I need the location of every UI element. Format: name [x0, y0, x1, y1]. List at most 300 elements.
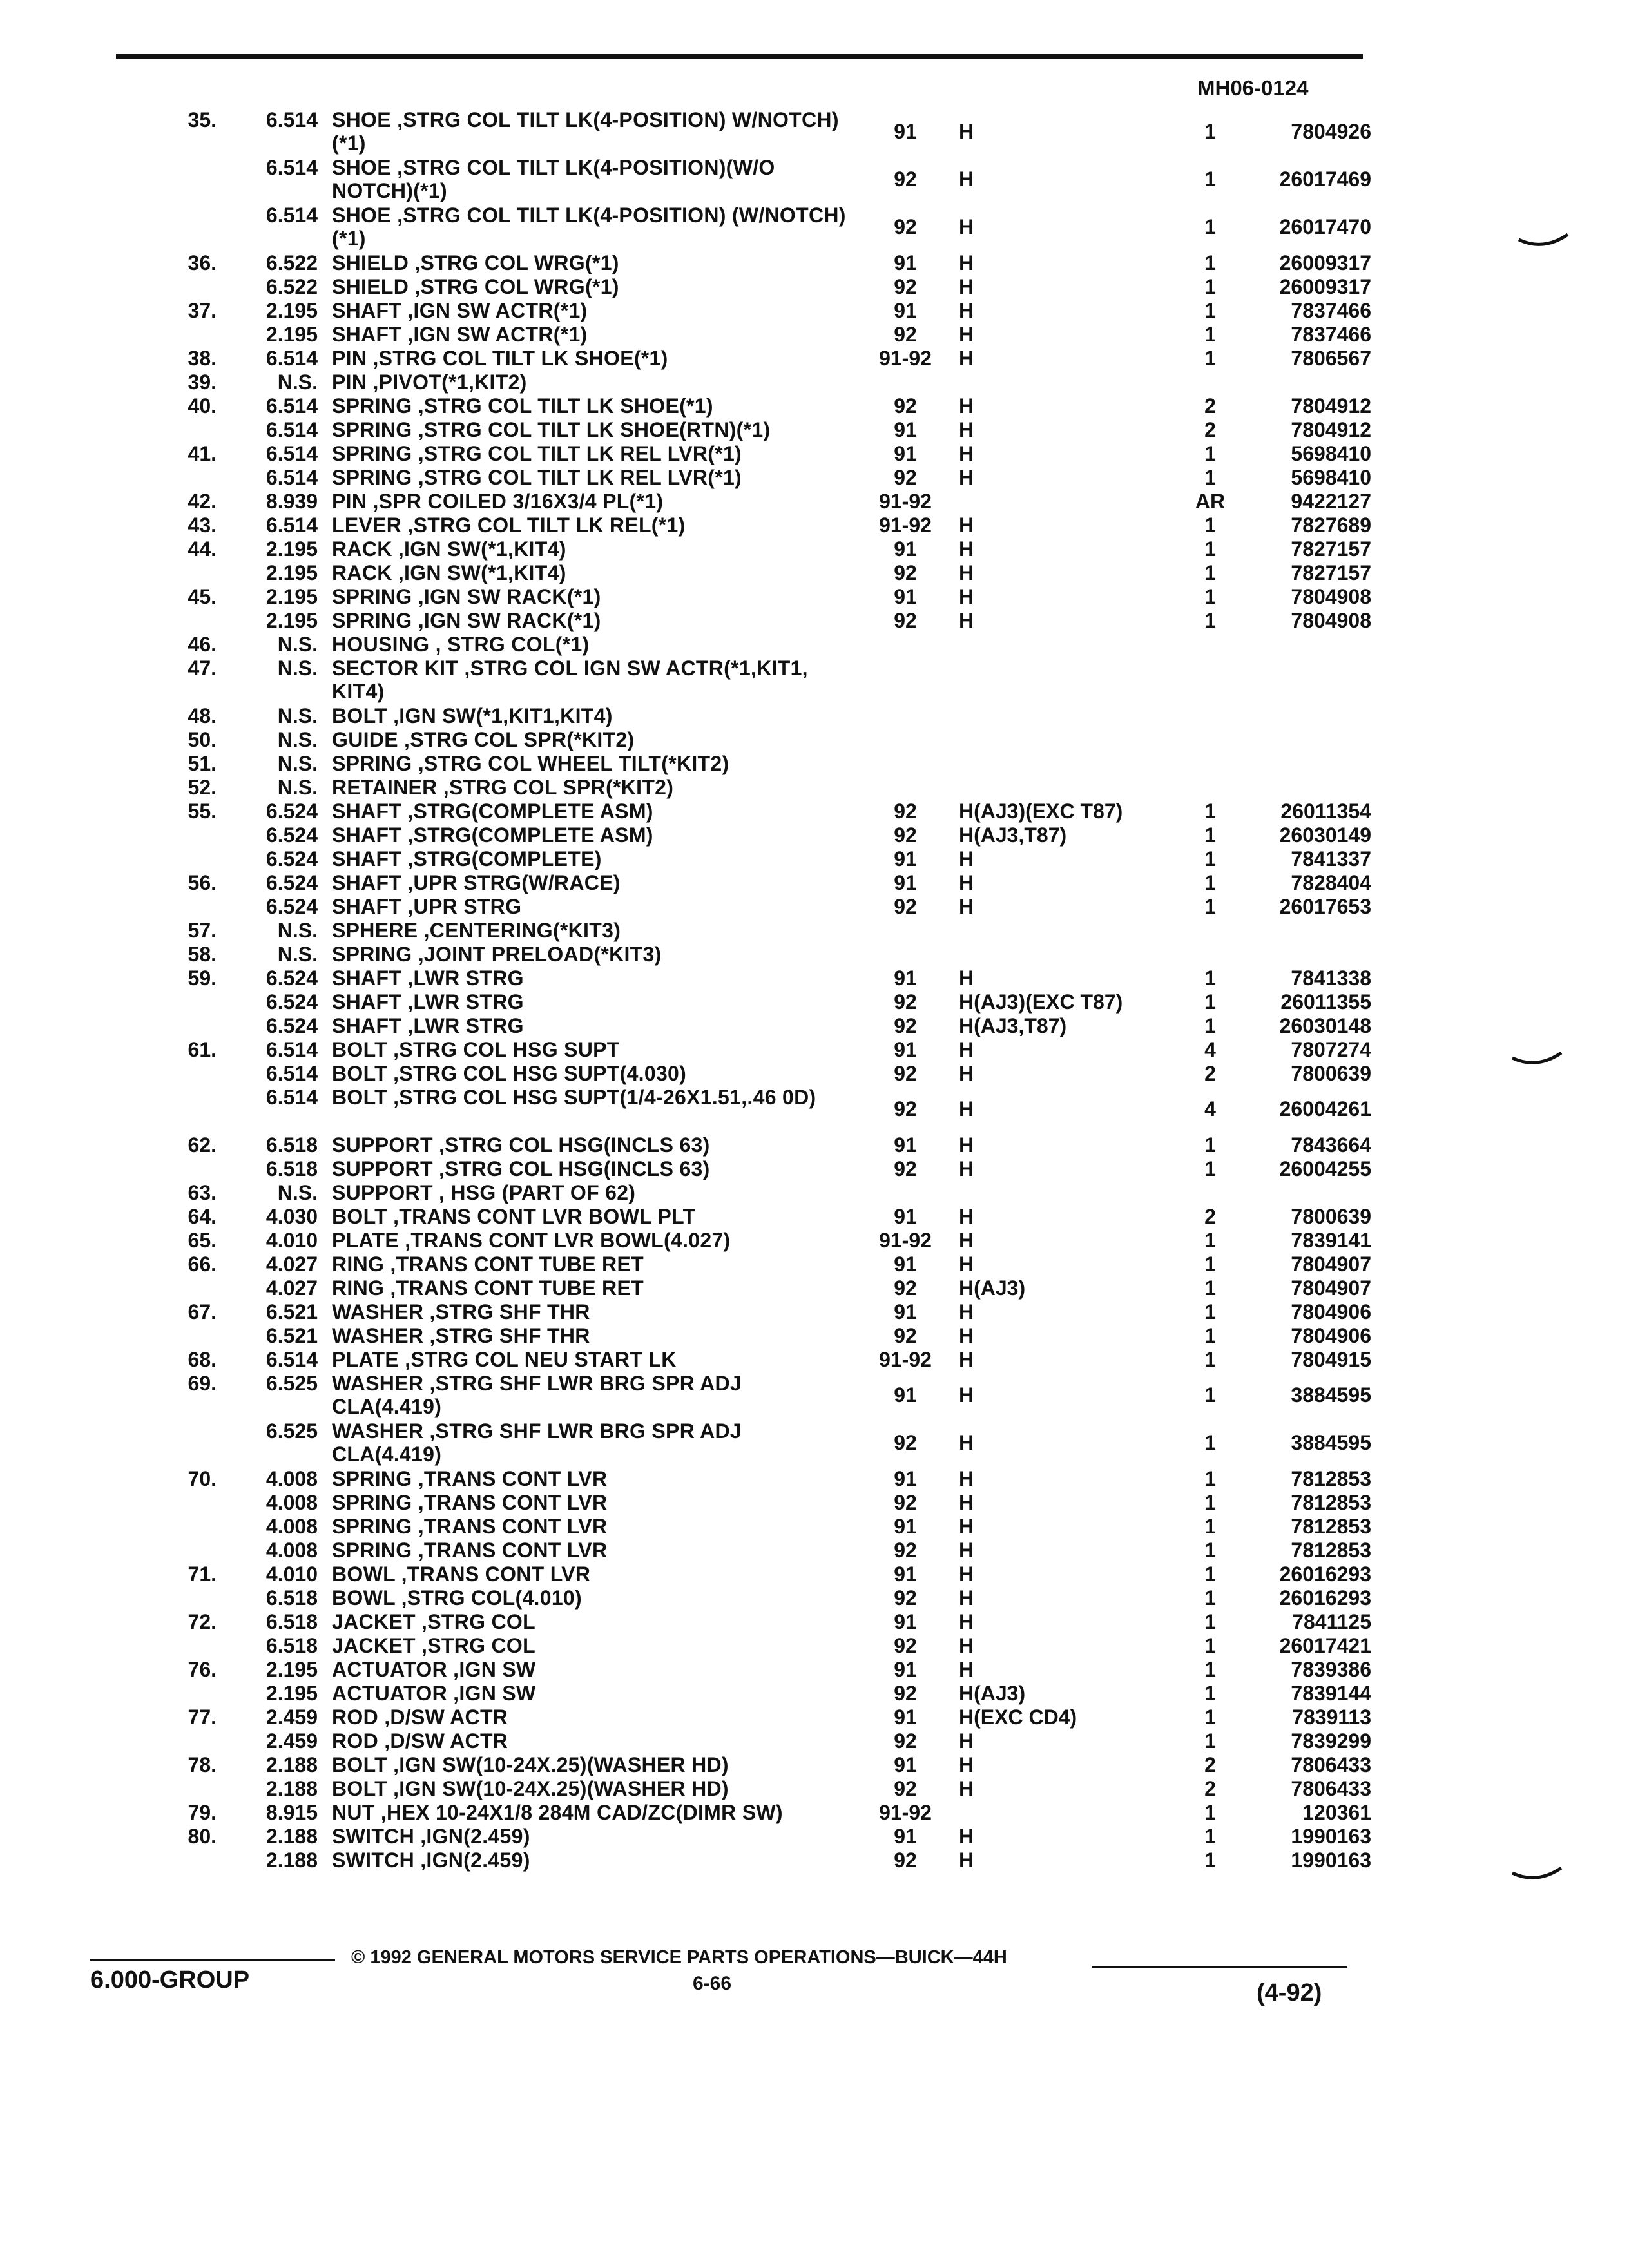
- part-name: ACTUATOR: [332, 1658, 447, 1681]
- part-number: 5698410: [1291, 442, 1371, 465]
- table-row: [0, 251, 1629, 275]
- part-qualifier: ,CENTERING(*KIT3): [418, 919, 621, 942]
- table-row: [0, 847, 1629, 871]
- model-year: 92: [894, 275, 917, 298]
- table-row: [0, 204, 1629, 251]
- top-rule: [116, 54, 1363, 59]
- group-number: N.S.: [277, 370, 318, 394]
- ref-number: 76.: [188, 1658, 217, 1681]
- table-row: [0, 1038, 1629, 1062]
- ref-number: 71.: [188, 1562, 217, 1586]
- part-name: BOLT: [332, 1062, 387, 1085]
- model-year: 91-92: [879, 490, 932, 513]
- model-year: 91: [894, 1467, 917, 1490]
- part-qualifier: ,IGN(2.459): [414, 1825, 530, 1848]
- model-year: 91: [894, 442, 917, 465]
- model-year: 91: [894, 1038, 917, 1061]
- table-row: [0, 1300, 1629, 1324]
- model-year: 91: [894, 1133, 917, 1157]
- group-number: 6.518: [265, 1610, 318, 1633]
- model-year: 91-92: [879, 1348, 932, 1371]
- part-name: JACKET: [332, 1610, 416, 1633]
- ref-number: 37.: [188, 299, 217, 322]
- group-number: 6.514: [265, 394, 318, 418]
- model-code: H: [959, 251, 974, 274]
- part-number: 7800639: [1291, 1062, 1371, 1085]
- model-year: 92: [894, 1431, 917, 1454]
- group-number: 6.524: [265, 800, 318, 823]
- ref-number: 42.: [188, 490, 217, 513]
- group-number: N.S.: [277, 704, 318, 727]
- part-number: 7841125: [1292, 1610, 1371, 1633]
- part-description: [332, 1491, 847, 1514]
- part-name: RING: [332, 1276, 385, 1300]
- group-number: 6.514: [265, 466, 318, 489]
- part-description: [332, 871, 847, 894]
- model-year: 92: [894, 990, 917, 1014]
- table-row: [0, 895, 1629, 919]
- quantity: 1: [1204, 215, 1216, 238]
- part-description: [332, 1253, 847, 1276]
- part-qualifier: ,STRG COL: [415, 1610, 535, 1633]
- part-number: 9422127: [1291, 490, 1371, 513]
- group-number: 4.010: [265, 1562, 318, 1586]
- table-row: [0, 609, 1629, 633]
- table-row: [0, 1515, 1629, 1539]
- part-number: 7804907: [1291, 1253, 1371, 1276]
- part-name: SHIELD: [332, 251, 409, 274]
- part-name: SHAFT: [332, 871, 402, 894]
- quantity: 1: [1204, 537, 1216, 561]
- model-year: 92: [894, 561, 917, 584]
- part-description: [332, 704, 847, 727]
- part-qualifier: ,TRANS CONT LVR: [395, 1562, 591, 1586]
- model-code: H(AJ3,T87): [959, 1014, 1067, 1037]
- quantity: 1: [1204, 442, 1216, 465]
- part-description: [332, 1014, 847, 1037]
- part-description: [332, 490, 847, 513]
- part-qualifier: ,STRG COL HSG SUPT(1/4-26X1.51,.46 0D): [387, 1086, 816, 1109]
- table-row: [0, 1014, 1629, 1038]
- group-number: 4.010: [265, 1229, 318, 1252]
- part-name: SUPPORT: [332, 1133, 433, 1157]
- model-year: 91: [894, 1610, 917, 1633]
- part-name: SPRING: [332, 585, 412, 608]
- table-row: [0, 776, 1629, 800]
- part-name: SHOE: [332, 156, 391, 179]
- part-qualifier: ,STRG COL HSG(INCLS 63): [432, 1133, 710, 1157]
- part-name: ROD: [332, 1706, 379, 1729]
- part-description: [332, 251, 847, 274]
- part-qualifier: ,IGN SW(*1,KIT4): [392, 561, 566, 584]
- ref-number: 57.: [188, 919, 217, 942]
- model-year: 91: [894, 299, 917, 322]
- ref-number: 47.: [188, 657, 217, 680]
- group-number: 2.195: [265, 585, 318, 608]
- part-description: [332, 990, 847, 1014]
- part-number: 7812853: [1291, 1491, 1371, 1514]
- model-code: H: [959, 323, 974, 346]
- part-description: [332, 1324, 847, 1347]
- part-name: SECTOR KIT: [332, 657, 459, 680]
- model-year: 91: [894, 966, 917, 990]
- part-description: [332, 1562, 847, 1586]
- table-row: [0, 1634, 1629, 1658]
- part-qualifier: ,STRG COL HSG(INCLS 63): [432, 1157, 710, 1180]
- part-qualifier: ,TRANS CONT LVR BOWL(4.027): [399, 1229, 731, 1252]
- quantity: 1: [1204, 895, 1216, 918]
- part-number: 7804906: [1291, 1300, 1371, 1323]
- group-number: 2.195: [265, 609, 318, 632]
- group-number: 6.518: [265, 1157, 318, 1180]
- part-number: 26016293: [1279, 1586, 1371, 1610]
- quantity: 1: [1204, 1253, 1216, 1276]
- part-number: 7804915: [1291, 1348, 1371, 1371]
- quantity: 1: [1204, 299, 1216, 322]
- model-year: 92: [894, 168, 917, 191]
- model-code: H: [959, 895, 974, 918]
- model-code: H: [959, 1515, 974, 1538]
- model-code: H: [959, 120, 974, 143]
- model-code: H: [959, 1729, 974, 1753]
- ref-number: 80.: [188, 1825, 217, 1848]
- part-name: SHAFT: [332, 323, 402, 346]
- part-name: BOLT: [332, 1205, 387, 1228]
- model-year: 92: [894, 215, 917, 238]
- model-code: H: [959, 1849, 974, 1872]
- ref-number: 51.: [188, 752, 217, 775]
- table-row: [0, 1157, 1629, 1181]
- ref-number: 63.: [188, 1181, 217, 1204]
- part-name: WASHER: [332, 1300, 424, 1323]
- part-qualifier: ,STRG COL TILT LK SHOE(*1): [367, 347, 668, 370]
- table-row: [0, 657, 1629, 704]
- part-description: [332, 1539, 847, 1562]
- table-row: [0, 1753, 1629, 1777]
- ref-number: 55.: [188, 800, 217, 823]
- model-year: 91: [894, 1753, 917, 1776]
- part-qualifier: ,IGN SW(*1,KIT4): [392, 537, 566, 561]
- part-description: [332, 1849, 847, 1872]
- table-row: [0, 1181, 1629, 1205]
- part-description: [332, 943, 847, 966]
- table-row: [0, 1372, 1629, 1419]
- part-number: 7804907: [1291, 1276, 1371, 1300]
- model-code: H: [959, 1491, 974, 1514]
- part-number: 26017469: [1279, 168, 1371, 191]
- group-number: 6.514: [265, 1062, 318, 1085]
- part-description: [332, 156, 847, 202]
- table-row: [0, 871, 1629, 895]
- part-description: [332, 1586, 847, 1610]
- part-name: NUT: [332, 1801, 375, 1824]
- quantity: 1: [1204, 800, 1216, 823]
- quantity: 4: [1204, 1038, 1216, 1061]
- model-code: H: [959, 966, 974, 990]
- part-name: SPRING: [332, 752, 412, 775]
- part-name: SPRING: [332, 466, 412, 489]
- part-name: PLATE: [332, 1348, 400, 1371]
- part-description: [332, 1229, 847, 1252]
- group-number: 4.008: [265, 1467, 318, 1490]
- footer-page-number: 6-66: [693, 1973, 732, 1994]
- ref-number: 48.: [188, 704, 217, 727]
- part-name: WASHER: [332, 1419, 424, 1443]
- table-row: [0, 704, 1629, 728]
- part-qualifier: ,STRG COL: [415, 1634, 535, 1657]
- ref-number: 69.: [188, 1372, 217, 1395]
- part-name: SPRING: [332, 609, 412, 632]
- model-code: H: [959, 1300, 974, 1323]
- group-number: 6.522: [265, 275, 318, 298]
- group-number: N.S.: [277, 943, 318, 966]
- group-number: 2.459: [265, 1706, 318, 1729]
- group-number: 6.514: [265, 1348, 318, 1371]
- table-row: [0, 1682, 1629, 1706]
- part-number: 7827689: [1291, 514, 1371, 537]
- model-year: 92: [894, 1062, 917, 1085]
- model-code: H(AJ3): [959, 1682, 1026, 1705]
- group-number: 6.521: [265, 1300, 318, 1323]
- model-year: 91-92: [879, 347, 932, 370]
- part-description: [332, 1634, 847, 1657]
- model-year: 91: [894, 537, 917, 561]
- part-name: PIN: [332, 370, 367, 394]
- model-code: H: [959, 394, 974, 418]
- model-year: 92: [894, 800, 917, 823]
- ref-number: 40.: [188, 394, 217, 418]
- ref-number: 41.: [188, 442, 217, 465]
- part-qualifier: ,HEX 10-24X1/8 284M CAD/ZC(DIMR SW): [374, 1801, 783, 1824]
- group-number: 2.195: [265, 323, 318, 346]
- table-row: [0, 537, 1629, 561]
- group-number: 6.514: [265, 204, 318, 227]
- part-qualifier: ,LWR STRG: [401, 1014, 524, 1037]
- part-number: 7827157: [1291, 561, 1371, 584]
- group-number: 2.188: [265, 1777, 318, 1800]
- quantity: 1: [1204, 1229, 1216, 1252]
- table-row: [0, 1324, 1629, 1348]
- part-qualifier: ,STRG SHF THR: [423, 1324, 590, 1347]
- part-name: SWITCH: [332, 1825, 415, 1848]
- part-description: [332, 1467, 847, 1490]
- part-number: 26017470: [1279, 215, 1371, 238]
- table-row: [0, 1229, 1629, 1253]
- part-description: [332, 561, 847, 584]
- part-number: 26011355: [1280, 990, 1371, 1014]
- model-code: H: [959, 1658, 974, 1681]
- ref-number: 38.: [188, 347, 217, 370]
- quantity: 1: [1204, 1610, 1216, 1633]
- ref-number: 61.: [188, 1038, 217, 1061]
- group-number: 2.195: [265, 299, 318, 322]
- part-name: PLATE: [332, 1229, 400, 1252]
- group-number: 6.525: [265, 1419, 318, 1443]
- ref-number: 36.: [188, 251, 217, 274]
- part-qualifier: ,TRANS CONT LVR: [412, 1515, 608, 1538]
- table-row: [0, 1777, 1629, 1801]
- table-row: [0, 1539, 1629, 1562]
- ref-number: 44.: [188, 537, 217, 561]
- table-row: [0, 1849, 1629, 1872]
- table-row: [0, 1562, 1629, 1586]
- group-number: 6.524: [265, 847, 318, 870]
- part-qualifier: ,STRG COL TILT LK REL LVR(*1): [412, 442, 742, 465]
- part-name: SPRING: [332, 1467, 412, 1490]
- group-number: N.S.: [277, 728, 318, 751]
- footer-rule-left: [90, 1959, 335, 1961]
- part-qualifier: ,STRG COL TILT LK REL(*1): [401, 514, 686, 537]
- table-row: [0, 1133, 1629, 1157]
- group-number: N.S.: [277, 776, 318, 799]
- group-number: 6.514: [265, 514, 318, 537]
- model-year: 92: [894, 1539, 917, 1562]
- ref-number: 72.: [188, 1610, 217, 1633]
- table-row: [0, 1467, 1629, 1491]
- quantity: 1: [1204, 1586, 1216, 1610]
- part-number: 7837466: [1291, 323, 1371, 346]
- part-number: 7806433: [1291, 1777, 1371, 1800]
- quantity: 1: [1204, 251, 1216, 274]
- group-number: 6.514: [265, 442, 318, 465]
- part-name: SUPPORT: [332, 1181, 433, 1204]
- quantity: 1: [1204, 871, 1216, 894]
- part-name: SPRING: [332, 394, 412, 418]
- ref-number: 56.: [188, 871, 217, 894]
- model-year: 92: [894, 1586, 917, 1610]
- part-description: [332, 1706, 847, 1729]
- model-code: H(EXC CD4): [959, 1706, 1077, 1729]
- part-name: SPRING: [332, 1515, 412, 1538]
- part-qualifier: ,IGN SW(10-24X.25)(WASHER HD): [387, 1777, 729, 1800]
- part-number: 7839386: [1291, 1658, 1371, 1681]
- part-qualifier: ,STRG COL HSG SUPT: [387, 1038, 620, 1061]
- part-description: [332, 466, 847, 489]
- part-description: [332, 1276, 847, 1300]
- part-qualifier: ,PIVOT(*1,KIT2): [367, 370, 527, 394]
- ref-number: 79.: [188, 1801, 217, 1824]
- group-number: 2.195: [265, 561, 318, 584]
- group-number: N.S.: [277, 1181, 318, 1204]
- group-number: 6.518: [265, 1586, 318, 1610]
- part-name: ACTUATOR: [332, 1682, 447, 1705]
- part-qualifier: ,IGN SW ACTR(*1): [401, 323, 588, 346]
- model-code: H: [959, 609, 974, 632]
- group-number: 4.008: [265, 1491, 318, 1514]
- model-year: 91: [894, 847, 917, 870]
- part-qualifier: ,IGN SW: [447, 1682, 536, 1705]
- part-number: 7841338: [1291, 966, 1371, 990]
- model-code: H: [959, 1205, 974, 1228]
- part-description: [332, 108, 847, 155]
- part-description: [332, 1300, 847, 1323]
- part-qualifier: ,IGN(2.459): [414, 1849, 530, 1872]
- part-number: 7806433: [1291, 1753, 1371, 1776]
- part-number: 7804908: [1291, 585, 1371, 608]
- table-row: [0, 323, 1629, 347]
- table-row: [0, 990, 1629, 1014]
- quantity: 1: [1204, 1276, 1216, 1300]
- part-description: [332, 1515, 847, 1538]
- table-row: [0, 347, 1629, 370]
- part-number: 7804906: [1291, 1324, 1371, 1347]
- model-code: H: [959, 1348, 974, 1371]
- part-qualifier: ,TRANS CONT LVR BOWL PLT: [387, 1205, 696, 1228]
- part-description: [332, 919, 847, 942]
- quantity: 1: [1204, 168, 1216, 191]
- group-number: 2.459: [265, 1729, 318, 1753]
- model-code: H: [959, 871, 974, 894]
- part-description: [332, 418, 847, 441]
- quantity: 1: [1204, 1729, 1216, 1753]
- table-row: [0, 108, 1629, 156]
- part-number: 7837466: [1291, 299, 1371, 322]
- part-name: SHAFT: [332, 299, 402, 322]
- model-code: H: [959, 347, 974, 370]
- quantity: 1: [1204, 1706, 1216, 1729]
- model-code: H: [959, 1229, 974, 1252]
- group-number: N.S.: [277, 657, 318, 680]
- part-description: [332, 776, 847, 799]
- model-year: 91-92: [879, 514, 932, 537]
- part-name: SHAFT: [332, 847, 402, 870]
- model-code: H: [959, 299, 974, 322]
- model-code: H: [959, 275, 974, 298]
- part-name: SPRING: [332, 943, 412, 966]
- quantity: 1: [1204, 1300, 1216, 1323]
- table-row: [0, 1491, 1629, 1515]
- model-year: 91: [894, 871, 917, 894]
- model-code: H: [959, 1753, 974, 1776]
- part-qualifier: ,STRG COL(4.010): [395, 1586, 582, 1610]
- part-name: SHOE: [332, 204, 391, 227]
- part-qualifier: ,JOINT PRELOAD(*KIT3): [412, 943, 662, 966]
- part-name: SHAFT: [332, 823, 402, 847]
- part-qualifier: ,STRG COL SPR(*KIT2): [398, 728, 635, 751]
- model-year: 91: [894, 1658, 917, 1681]
- model-year: 92: [894, 1014, 917, 1037]
- part-description: [332, 1777, 847, 1800]
- part-qualifier: ,STRG COL WRG(*1): [409, 251, 619, 274]
- model-code: H(AJ3)(EXC T87): [959, 800, 1123, 823]
- footer-rule-right: [1092, 1966, 1347, 1968]
- table-row: [0, 1825, 1629, 1849]
- part-qualifier: ,STRG COL TILT LK SHOE(RTN)(*1): [412, 418, 771, 441]
- part-number: 7839113: [1292, 1706, 1371, 1729]
- model-code: H: [959, 1539, 974, 1562]
- part-qualifier: ,STRG COL HSG SUPT(4.030): [387, 1062, 687, 1085]
- part-number: 1990163: [1291, 1825, 1371, 1848]
- part-number: 7839299: [1291, 1729, 1371, 1753]
- ref-number: 35.: [188, 108, 217, 131]
- ref-number: 52.: [188, 776, 217, 799]
- part-name: SPRING: [332, 442, 412, 465]
- table-row: [0, 442, 1629, 466]
- model-code: H: [959, 1777, 974, 1800]
- part-number: 26030148: [1279, 1014, 1371, 1037]
- quantity: 2: [1204, 1062, 1216, 1085]
- quantity: 2: [1204, 418, 1216, 441]
- part-description: [332, 800, 847, 823]
- model-code: H(AJ3)(EXC T87): [959, 990, 1123, 1014]
- part-qualifier: , STRG COL(*1): [429, 633, 590, 656]
- ref-number: 70.: [188, 1467, 217, 1490]
- quantity: 1: [1204, 990, 1216, 1014]
- model-year: 91: [894, 251, 917, 274]
- group-number: N.S.: [277, 633, 318, 656]
- model-year: 91: [894, 1300, 917, 1323]
- group-number: 6.518: [265, 1133, 318, 1157]
